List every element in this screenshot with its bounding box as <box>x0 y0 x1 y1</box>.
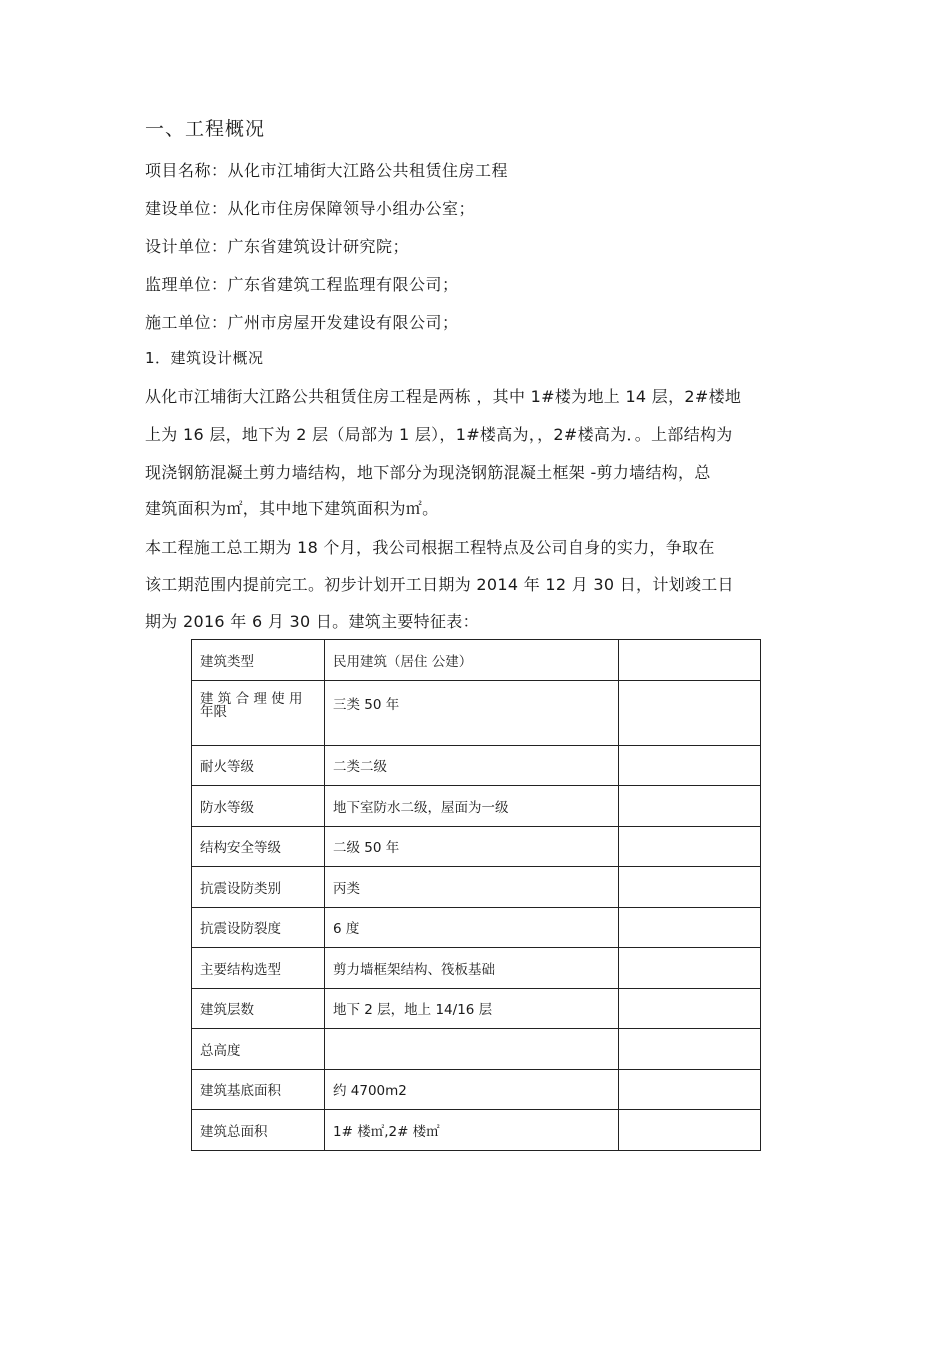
paragraph-line: 建筑面积为㎡，其中地下建筑面积为㎡。 <box>145 499 439 518</box>
table-cell-value <box>325 1029 619 1070</box>
section-title: 一、工程概况 <box>145 118 266 140</box>
paragraph-line: 从化市江埔街大江路公共租赁住房工程是两栋 ，其中 1#楼为地上 14 层，2#楼地 <box>145 387 742 406</box>
table-cell-extra <box>619 745 761 786</box>
table-row <box>192 745 761 786</box>
table-cell-extra <box>619 988 761 1029</box>
table-cell-value: 约 4700m2 <box>325 1069 619 1110</box>
table-row <box>192 988 761 1029</box>
table-cell-value: 二级 50 年 <box>325 826 619 867</box>
table-cell-extra <box>619 640 761 681</box>
table-cell-value: 丙类 <box>325 867 619 908</box>
table-row <box>192 907 761 948</box>
paragraph-line: 本工程施工总工期为 18 个月，我公司根据工程特点及公司自身的实力，争取在 <box>145 538 715 557</box>
table-cell-value: 三类 50 年 <box>325 680 619 745</box>
table-cell-label: 耐火等级 <box>192 745 325 786</box>
paragraph-line: 现浇钢筋混凝土剪力墙结构，地下部分为现浇钢筋混凝土框架 -剪力墙结构，总 <box>145 463 711 482</box>
table-cell-value: 剪力墙框架结构、筏板基础 <box>325 948 619 989</box>
table-cell-value: 地下 2 层，地上 14/16 层 <box>325 988 619 1029</box>
subsection-title: 1．建筑设计概况 <box>145 349 264 367</box>
table-cell-extra <box>619 786 761 827</box>
table-cell-value: 二类二级 <box>325 745 619 786</box>
table-cell-label: 建筑总面积 <box>192 1110 325 1151</box>
table-row <box>192 826 761 867</box>
table-row <box>192 1029 761 1070</box>
table-row <box>192 786 761 827</box>
table-row <box>192 640 761 681</box>
table-cell-label: 建 筑 合 理 使 用 年限 <box>192 680 325 745</box>
project-name-line: 项目名称：从化市江埔街大江路公共租赁住房工程 <box>145 161 509 180</box>
table-cell-value: 1# 楼㎡,2# 楼㎡ <box>325 1110 619 1151</box>
owner-line: 建设单位：从化市住房保障领导小组办公室； <box>145 199 476 218</box>
table-cell-label: 结构安全等级 <box>192 826 325 867</box>
table-row <box>192 948 761 989</box>
table-cell-value: 民用建筑（居住 公建） <box>325 640 619 681</box>
table-cell-label: 主要结构选型 <box>192 948 325 989</box>
table-row <box>192 680 761 745</box>
table-cell-extra <box>619 1029 761 1070</box>
table-cell-extra <box>619 907 761 948</box>
table-cell-label: 抗震设防裂度 <box>192 907 325 948</box>
table-row <box>192 1110 761 1151</box>
designer-line: 设计单位：广东省建筑设计研究院； <box>145 237 410 256</box>
paragraph-line: 该工期范围内提前完工。初步计划开工日期为 2014 年 12 月 30 日，计划竣工日 <box>145 575 734 594</box>
table-cell-label: 建筑层数 <box>192 988 325 1029</box>
contractor-line: 施工单位：广州市房屋开发建设有限公司； <box>145 313 459 332</box>
table-cell-value: 地下室防水二级，屋面为一级 <box>325 786 619 827</box>
table-cell-extra <box>619 948 761 989</box>
table-cell-extra <box>619 680 761 745</box>
table-cell-label: 防水等级 <box>192 786 325 827</box>
table-row <box>192 1069 761 1110</box>
table-cell-label: 建筑基底面积 <box>192 1069 325 1110</box>
table-row <box>192 867 761 908</box>
supervisor-line: 监理单位：广东省建筑工程监理有限公司； <box>145 275 459 294</box>
table-cell-value: 6 度 <box>325 907 619 948</box>
table-cell-extra <box>619 826 761 867</box>
table-cell-extra <box>619 1110 761 1151</box>
table-cell-extra <box>619 867 761 908</box>
paragraph-line: 期为 2016 年 6 月 30 日。建筑主要特征表： <box>145 612 479 631</box>
table-cell-label: 抗震设防类别 <box>192 867 325 908</box>
table-cell-label: 建筑类型 <box>192 640 325 681</box>
table-cell-label: 总高度 <box>192 1029 325 1070</box>
paragraph-line: 上为 16 层，地下为 2 层（局部为 1 层），1#楼高为，，2#楼高为．。上部结构为 <box>145 425 733 444</box>
building-features-table <box>191 639 761 1151</box>
table-cell-extra <box>619 1069 761 1110</box>
